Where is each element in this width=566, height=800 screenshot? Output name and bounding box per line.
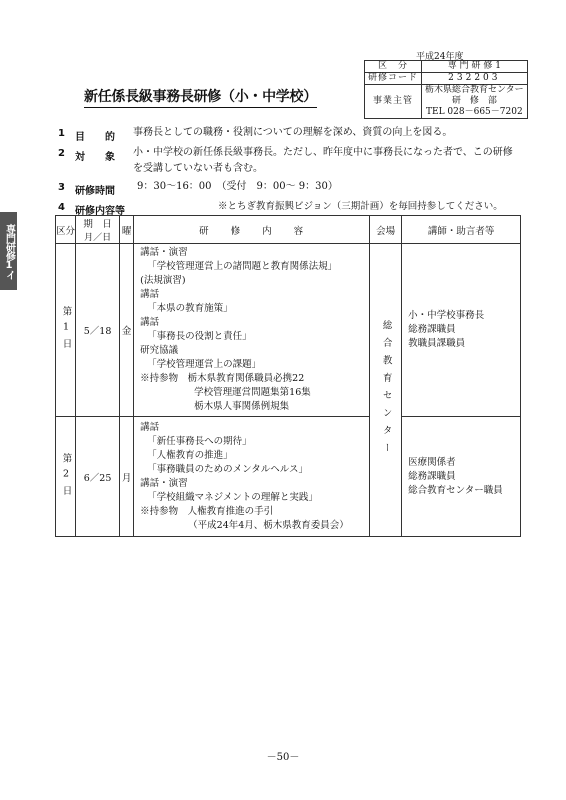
- side-tab: 専門研修1イ: [0, 212, 17, 290]
- carry-item: 栃木県人事関係例規集: [194, 401, 290, 412]
- info-value: 栃木県総合教育センター: [422, 85, 528, 97]
- venue-cell: [370, 244, 402, 537]
- day-label: 第1日: [60, 306, 72, 354]
- lecturer-line: 総務課職員: [408, 324, 456, 335]
- info-row: [365, 61, 528, 73]
- fiscal-year: 平成24年度: [416, 52, 464, 62]
- lecturer-line: 医療関係者: [408, 456, 456, 468]
- section-4-number: 4: [58, 202, 65, 213]
- page-title: 新任係長級事務長研修（小・中学校）: [84, 86, 317, 108]
- header-date: 期 日: [76, 216, 120, 231]
- section-4-label: 研修内容等: [75, 206, 125, 217]
- header-kubun: 区分: [56, 216, 76, 244]
- lecturer-line: 小・中学校事務長: [408, 310, 485, 321]
- venue-label: 総合教育センター: [380, 320, 392, 460]
- header-content: 研 修 内 容: [134, 216, 370, 244]
- header-youbi: 曜: [120, 216, 134, 244]
- info-value: 232203: [422, 73, 528, 85]
- content-cell: [134, 417, 370, 537]
- carry-items: ※持参物 人権教育推進の手引: [140, 505, 274, 517]
- youbi-cell: 月: [120, 417, 134, 537]
- header-date-sub: 月／日: [76, 230, 120, 244]
- content-line: 講話: [140, 421, 160, 433]
- info-box: [364, 60, 528, 119]
- table-row: [56, 244, 521, 417]
- section-3-text: 9：30～16：00 （受付 9：00～ 9：30）: [137, 181, 338, 192]
- carry-items: ※持参物 栃木県教育関係職員必携22: [140, 373, 305, 384]
- content-line: 「学校管理運営上の課題」: [147, 359, 262, 370]
- carry-item: 学校管理運営問題集第16集: [194, 387, 311, 398]
- header-venue: 会場: [370, 216, 402, 244]
- content-line: 講話: [140, 317, 160, 328]
- content-line: 「学校組織マネジメントの理解と実践」: [147, 491, 318, 503]
- content-cell: [134, 244, 370, 417]
- day-label: 第2日: [60, 452, 72, 501]
- info-value: 専 門 研 修 1: [422, 61, 528, 73]
- table-header-row: [56, 216, 521, 231]
- header-lecturer: 講師・助言者等: [402, 216, 521, 244]
- lecturer-line: 教職員課職員: [408, 338, 466, 349]
- content-line: 講話・演習: [140, 247, 188, 258]
- section-2-label: 対 象: [75, 152, 115, 163]
- schedule-table: [55, 215, 521, 537]
- section-3-number: 3: [58, 182, 65, 193]
- content-line: 研究協議: [140, 345, 179, 356]
- lecturer-line: 総合教育センター職員: [408, 484, 503, 496]
- section-1-number: 1: [58, 128, 65, 139]
- content-line: 講話・演習: [140, 477, 188, 489]
- info-value: TEL 028－665－7202: [422, 107, 528, 119]
- info-key: 研修コード: [365, 73, 422, 85]
- date-cell: 6／25: [76, 417, 120, 537]
- lecturer-cell: [402, 244, 521, 417]
- content-line: 「学校管理運営上の諸問題と教育関係法規」: [147, 261, 338, 272]
- day-cell: [56, 244, 76, 417]
- info-row: [365, 73, 528, 85]
- page-number: －50－: [266, 752, 300, 763]
- content-line: 「新任事務長への期待」: [147, 435, 252, 447]
- section-3-label: 研修時間: [75, 186, 115, 197]
- section-2-text: 小・中学校の新任係長級事務長。ただし、昨年度中に事務長になった者で、この研修: [133, 147, 513, 158]
- lecturer-cell: [402, 417, 521, 537]
- youbi-cell: 金: [120, 244, 134, 417]
- section-4-note: ※とちぎ教育振興ビジョン（三期計画）を毎回持参してください。: [218, 201, 503, 212]
- info-key: 事業主管: [365, 85, 422, 119]
- content-line: 「事務職員のためのメンタルヘルス」: [147, 463, 308, 475]
- section-1-label: 目 的: [75, 132, 115, 143]
- section-2-number: 2: [58, 148, 65, 159]
- day-cell: [56, 417, 76, 537]
- info-row: [365, 85, 528, 97]
- content-line: (法規演習): [140, 275, 186, 286]
- carry-item: （平成24年4月、栃木県教育委員会）: [188, 519, 349, 531]
- table-row: [56, 417, 521, 537]
- content-line: 「事務長の役割と責任」: [147, 331, 252, 342]
- content-line: 「本県の教育施策」: [147, 303, 233, 314]
- info-value: 研 修 部: [422, 96, 528, 107]
- lecturer-line: 総務課職員: [408, 470, 456, 482]
- section-2-text-cont: を受講していない者も含む。: [133, 163, 263, 174]
- date-cell: 5／18: [76, 244, 120, 417]
- content-line: 講話: [140, 289, 160, 300]
- info-key: 区 分: [365, 61, 422, 73]
- section-1-text: 事務長としての職務・役割についての理解を深め、資質の向上を図る。: [133, 127, 453, 138]
- content-line: 「人権教育の推進」: [147, 449, 233, 461]
